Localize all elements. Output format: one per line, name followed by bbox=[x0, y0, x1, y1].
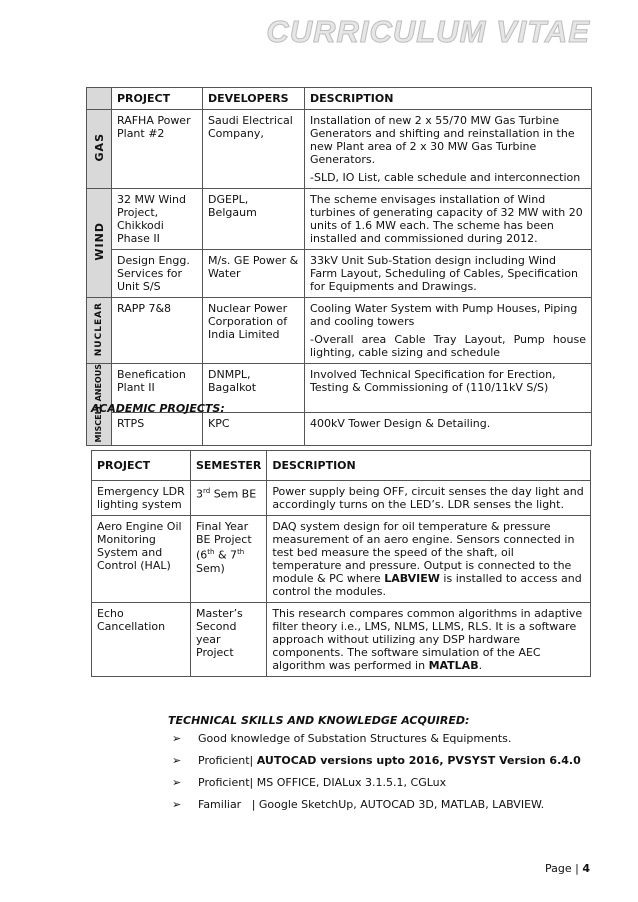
table-row bbox=[92, 516, 591, 603]
developer-cell: DNMPL, Bagalkot bbox=[203, 364, 305, 413]
header-project: PROJECT bbox=[112, 88, 203, 110]
labview-highlight: LABVIEW bbox=[384, 572, 440, 585]
academic-table bbox=[91, 450, 591, 677]
description-cell: Power supply being OFF, circuit senses the day light and accordingly turns on the LED’s. LDR senses the light. bbox=[267, 481, 591, 516]
description-cell: 400kV Tower Design & Detailing. bbox=[305, 412, 592, 446]
list-item: ➢ Proficient| MS OFFICE, DIALux 3.1.5.1, CGLux bbox=[172, 776, 447, 789]
arrow-bullet-icon: ➢ bbox=[172, 798, 182, 811]
academic-heading: ACADEMIC PROJECTS: bbox=[91, 402, 225, 415]
description-cell: DAQ system design for oil temperature & pressure measurement of an aero engine. Sensors connected in test bed measure the speed of the shaft, oil temperature and pressure. Output is connected to the module & PC where LABVIEW is installed to access and control the modules. bbox=[267, 516, 591, 603]
header-project: PROJECT bbox=[92, 451, 191, 481]
list-item: ➢ Good knowledge of Substation Structures & Equipments. bbox=[172, 732, 512, 745]
list-item: ➢ Proficient| AUTOCAD versions upto 2016, PVSYST Version 6.4.0 bbox=[172, 754, 581, 767]
description-cell: 33kV Unit Sub-Station design including Wind Farm Layout, Scheduling of Cables, Specification for Equipments and Drawings. bbox=[305, 250, 592, 298]
developer-cell: M/s. GE Power & Water bbox=[203, 250, 305, 298]
semester-cell: Final Year BE Project (6th & 7th Sem) bbox=[191, 516, 267, 603]
developer-cell: Nuclear Power Corporation of India Limited bbox=[203, 298, 305, 364]
table-row bbox=[87, 250, 592, 298]
developer-cell: Saudi Electrical Company, bbox=[203, 110, 305, 189]
project-cell: Design Engg. Services for Unit S/S bbox=[112, 250, 203, 298]
project-cell: RAFHA Power Plant #2 bbox=[112, 110, 203, 189]
description-cell: The scheme envisages installation of Wind turbines of generating capacity of 32 MW with 20 units of 1.6 MW each. The scheme has been installed and commissioned during 2012. bbox=[305, 189, 592, 250]
project-cell: RTPS bbox=[112, 412, 203, 446]
skills-list bbox=[172, 732, 581, 820]
developer-cell: DGEPL, Belgaum bbox=[203, 189, 305, 250]
table-row bbox=[87, 412, 592, 446]
project-cell: RAPP 7&8 bbox=[112, 298, 203, 364]
projects-header-row bbox=[87, 88, 592, 110]
academic-header-row bbox=[92, 451, 591, 481]
page-number: Page | 4 bbox=[545, 862, 590, 875]
project-cell: Echo Cancellation bbox=[92, 603, 191, 677]
description-cell bbox=[305, 110, 592, 189]
description-extra: -SLD, IO List, cable schedule and interconnection bbox=[310, 171, 581, 184]
semester-cell: Master’s Second year Project bbox=[191, 603, 267, 677]
project-cell: Aero Engine Oil Monitoring System and Control (HAL) bbox=[92, 516, 191, 603]
arrow-bullet-icon: ➢ bbox=[172, 754, 182, 767]
developer-cell: KPC bbox=[203, 412, 305, 446]
project-cell: Benefication Plant II bbox=[112, 364, 203, 413]
project-cell: Emergency LDR lighting system bbox=[92, 481, 191, 516]
table-row bbox=[92, 603, 591, 677]
header-description: DESCRIPTION bbox=[267, 451, 591, 481]
header-developers: DEVELOPERS bbox=[203, 88, 305, 110]
arrow-bullet-icon: ➢ bbox=[172, 732, 182, 745]
category-gas: GAS bbox=[87, 110, 112, 189]
projects-table bbox=[86, 87, 592, 446]
project-cell: 32 MW Wind Project, Chikkodi Phase II bbox=[112, 189, 203, 250]
category-misc: MISCELL ANEOUS bbox=[87, 364, 112, 446]
description-text: Installation of new 2 x 55/70 MW Gas Turbine Generators and shifting and reinstallation in the new Plant area of 2 x 30 MW Gas Turbine Generators. bbox=[310, 114, 575, 166]
category-nuclear: NUCLEAR bbox=[87, 298, 112, 364]
matlab-highlight: MATLAB bbox=[428, 659, 479, 672]
header-description: DESCRIPTION bbox=[305, 88, 592, 110]
semester-cell: 3rd Sem BE bbox=[191, 481, 267, 516]
table-row bbox=[92, 481, 591, 516]
header-semester: SEMESTER bbox=[191, 451, 267, 481]
skills-heading: TECHNICAL SKILLS AND KNOWLEDGE ACQUIRED: bbox=[168, 714, 470, 727]
description-cell: This research compares common algorithms in adaptive filter theory i.e., LMS, NLMS, LLMS, RLS. It is a software approach without utilizing any DSP hardware components. The software simulation of the AEC algorithm was performed in MATLAB. bbox=[267, 603, 591, 677]
document-title: CURRICULUM VITAE bbox=[266, 14, 590, 49]
description-cell: Involved Technical Specification for Erection, Testing & Commissioning of (110/11kV S/S) bbox=[305, 364, 592, 413]
category-wind: WIND bbox=[87, 189, 112, 298]
description-text: Cooling Water System with Pump Houses, Piping and cooling towers bbox=[310, 302, 578, 328]
table-row bbox=[87, 298, 592, 364]
description-extra: -Overall area Cable Tray Layout, Pump house lighting, cable sizing and schedule bbox=[310, 333, 586, 359]
table-row bbox=[87, 189, 592, 250]
list-item: ➢ Familiar | Google SketchUp, AUTOCAD 3D, MATLAB, LABVIEW. bbox=[172, 798, 545, 811]
arrow-bullet-icon: ➢ bbox=[172, 776, 182, 789]
description-cell bbox=[305, 298, 592, 364]
category-header-cell bbox=[87, 88, 112, 110]
table-row bbox=[87, 110, 592, 189]
